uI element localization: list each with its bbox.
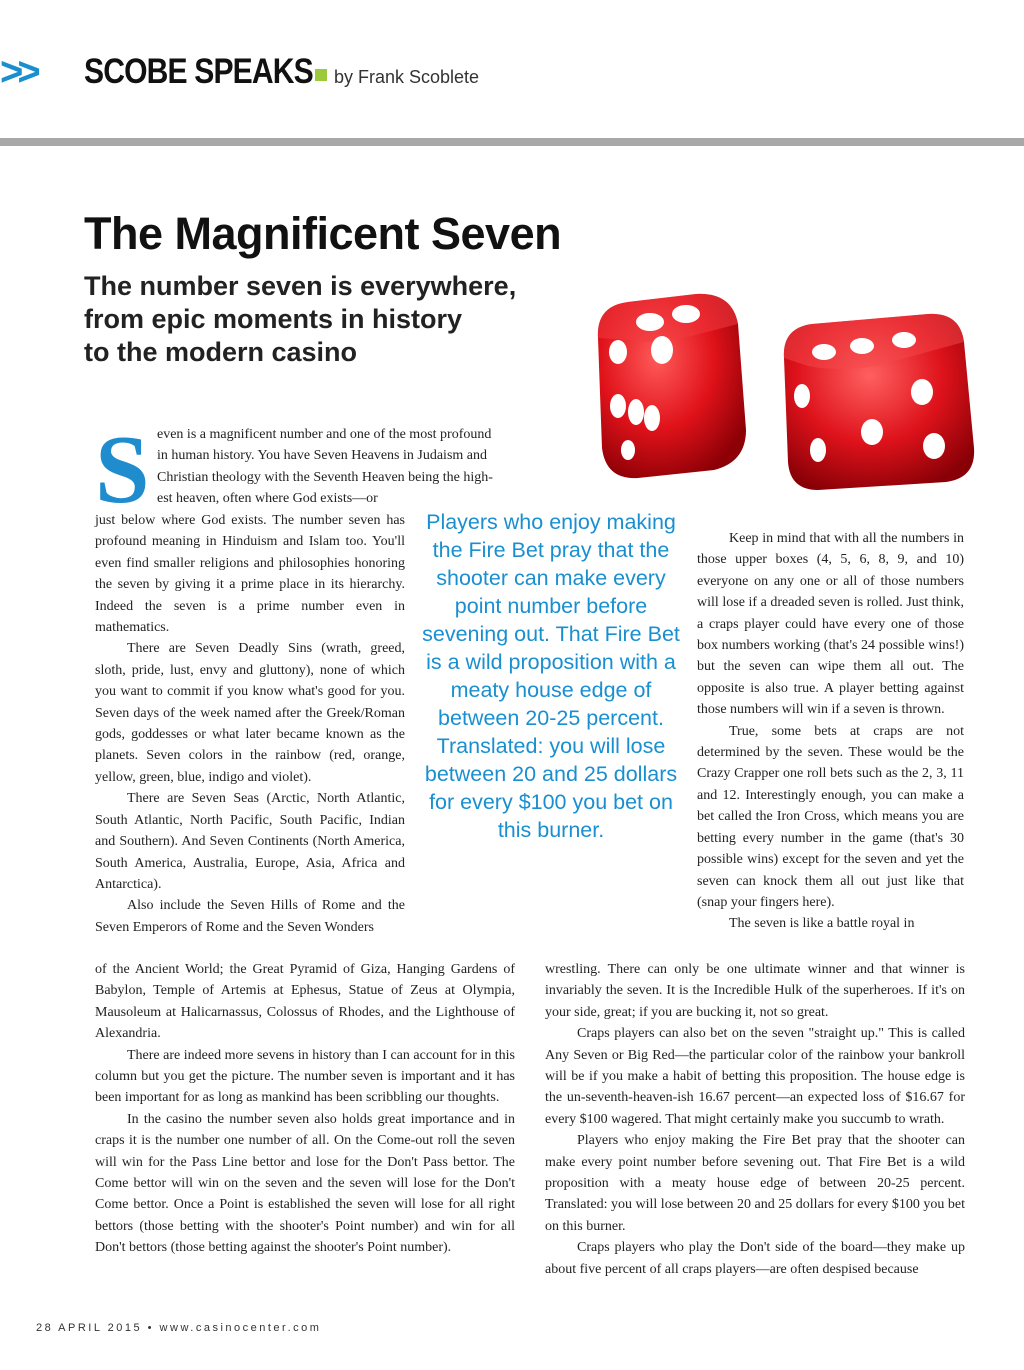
body-paragraph: True, some bets at craps are not determined by the seven. These would be the Crazy Crapper one roll bets such as the 2, 3, 11 and 12. Interestingly enough, you can make a bet called the Iron Cross, which means you are betting every number in the game (that's 30 possible wins) except for the seven and yet the seven can knock them all out just like that (snap your fingers here).	[697, 723, 964, 910]
intro-line: est heaven, often where God exists—or	[157, 491, 378, 507]
body-paragraph: Craps players who play the Don't side of the board—they make up about five percent of all craps players—are often despised because	[545, 1240, 965, 1277]
drop-cap: S	[95, 416, 150, 524]
red-dice-image	[576, 280, 996, 490]
body-column-1	[95, 510, 405, 938]
body-paragraph: of the Ancient World; the Great Pyramid of Giza, Hanging Gardens of Babylon, Temple of Artemis at Ephesus, Statue of Zeus at Olympia, Mausoleum at Halicarnassus, Colossus of Rhodes, and the Lighthouse of Alexandria.	[95, 962, 515, 1042]
body-paragraph: Keep in mind that with all the numbers in those upper boxes (4, 5, 6, 8, 9, and 10) everyone on any one or all of those numbers will lose if a dreaded seven is rolled. Just think, a craps player could have every one of those box numbers working (that's 24 possible wins!) but the seven can wipe them all out. The opposite is also true. A player betting against those numbers will win if a seven is thrown.	[697, 531, 964, 718]
body-paragraph: Also include the Seven Hills of Rome and the Seven Emperors of Rome and the Seven Wonders	[95, 898, 405, 935]
page-footer: 28 APRIL 2015 • www.casinocenter.com	[36, 1322, 322, 1334]
chevrons-icon: >>	[0, 50, 35, 94]
article-title: The Magnificent Seven	[84, 208, 562, 259]
body-paragraph: There are Seven Seas (Arctic, North Atlantic, South Atlantic, North Pacific, South Pacific, Indian and Southern). And Seven Continents (North America, South America, Australia, Europe, Asia, Africa and Antarctica).	[95, 791, 405, 892]
header-rule	[0, 138, 1024, 146]
intro-line: in human history. You have Seven Heavens in Judaism and	[157, 448, 487, 464]
body-paragraph: There are indeed more sevens in history than I can account for in this column but you get the picture. The number seven is important and it has been important for as long as mankind has been scribbling our thoughts.	[95, 1047, 515, 1106]
byline: by Frank Scoblete	[334, 67, 480, 87]
section-title: SCOBE SPEAKS	[84, 52, 313, 91]
body-paragraph: Players who enjoy making the Fire Bet pray that the shooter can make every point number before sevening out. That Fire Bet is a wild proposition with a meaty house edge of between 20-25 percent. Translated: you will lose between 20 and 25 dollars for every $100 you bet on this burner.	[545, 1133, 965, 1234]
body-paragraph: The seven is like a battle royal in	[729, 916, 915, 932]
body-column-2-bottom	[545, 959, 965, 1280]
intro-block	[95, 424, 515, 510]
intro-line: Christian theology with the Seventh Heaven being the high-	[157, 469, 493, 485]
article-subtitle	[84, 270, 516, 369]
subtitle-line: The number seven is everywhere,	[84, 271, 517, 301]
body-paragraph: Craps players can also bet on the seven "straight up." This is called Any Seven or Big Red—the particular color of the rainbow your bankroll will be if you make a habit of betting this proposition. The house edge is the un-seventh-heaven-ish 16.67 percent—an expected loss of $16.67 for every $100 wagered. That might certainly make you succumb to wrath.	[545, 1026, 965, 1127]
green-square-bullet	[315, 69, 327, 81]
page-header	[0, 52, 1024, 96]
intro-line: even is a magnificent number and one of the most profound	[157, 427, 492, 442]
body-paragraph: In the casino the number seven also holds great importance and in craps it is the number one number of all. On the Come-out roll the seven will win for the Pass Line bettor and lose for the Don't Pass bettor. The Come bettor will win on the seven and the seven will lose for the Don't Come bettor. Once a Point is established the seven will lose for all right bettors (those betting with the shooter's Point number) and win for all Don't bettors (those betting against the shooter's Point number).	[95, 1111, 515, 1256]
body-paragraph: There are Seven Deadly Sins (wrath, greed, sloth, pride, lust, envy and gluttony), none of which you want to commit if you know what's good for you. Seven days of the week named after the Greek/Roman gods, goddesses or what later became known as the planets. Seven colors in the rainbow (red, orange, yellow, green, blue, indigo and violet).	[95, 641, 405, 785]
subtitle-line: from epic moments in history	[84, 304, 463, 334]
subtitle-line: to the modern casino	[84, 337, 358, 367]
body-column-1-bottom	[95, 959, 515, 1259]
pull-quote: Players who enjoy making the Fire Bet pray that the shooter can make every point number before sevening out. That Fire Bet is a wild proposition with a meaty house edge of between 20-25 percent. Translated: you will lose between 20 and 25 dollars for every $100 you bet on this burner.	[422, 510, 680, 842]
body-paragraph: wrestling. There can only be one ultimate winner and that winner is invariably the seven. It is the Incredible Hulk of the superheroes. If it's on your side, great; if you are bucking it, not so great.	[545, 962, 965, 1020]
body-paragraph: just below where God exists. The number seven has profound meaning in Hinduism and Islam too. You'll even find smaller religions and philosophies honoring the seven by giving it a prime place in its hierarchy. Indeed the seven is a prime number even in mathematics.	[95, 513, 405, 636]
body-column-3	[697, 528, 964, 935]
